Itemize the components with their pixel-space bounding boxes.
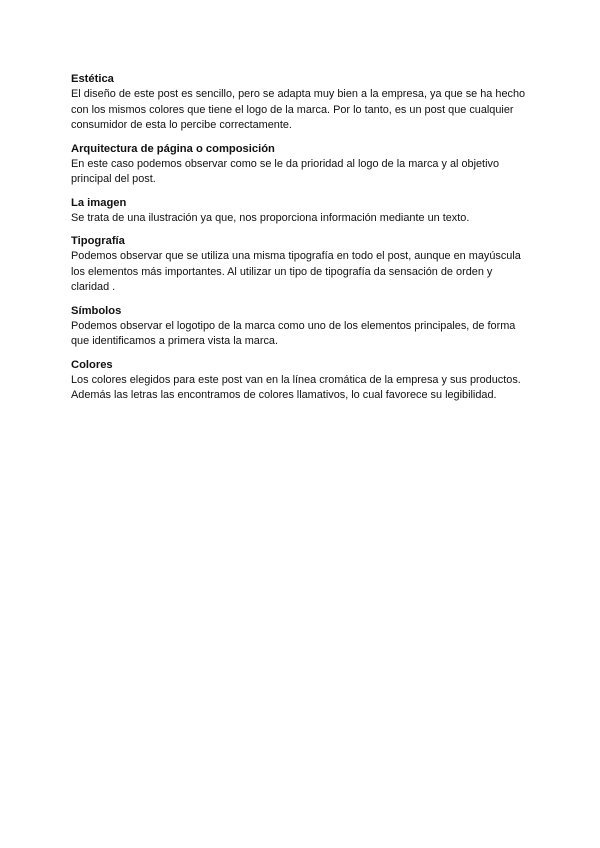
section-colores bbox=[71, 358, 533, 404]
section-heading: Arquitectura de página o composición bbox=[71, 142, 275, 155]
section-paragraph: El diseño de este post es sencillo, pero se adapta muy bien a la empresa, ya que se ha hecho con los mismos colores que tiene el logo de la marca. Por lo tanto, es un post que cualquier consumidor de esta lo percibe correctamente. bbox=[71, 88, 526, 131]
section-paragraph: Podemos observar que se utiliza una misma tipografía en todo el post, aunque en mayúscula los elementos más importantes. Al utilizar un tipo de tipografía da sensación de orden y claridad . bbox=[71, 250, 521, 293]
section-paragraph: Podemos observar el logotipo de la marca como uno de los elementos principales, de forma que identificamos a primera vista la marca. bbox=[71, 319, 516, 347]
section-heading: Estética bbox=[71, 73, 114, 85]
section-paragraph: En este caso podemos observar como se le da prioridad al logo de la marca y al objetivo principal del post. bbox=[71, 157, 499, 185]
section-paragraph: Se trata de una ilustración ya que, nos proporciona información mediante un texto. bbox=[71, 211, 470, 224]
section-heading: Tipografía bbox=[71, 235, 125, 247]
section-heading: Colores bbox=[71, 358, 113, 371]
section-heading: La imagen bbox=[71, 196, 127, 209]
section-paragraph: Los colores elegidos para este post van en la línea cromática de la empresa y sus productos. Además las letras las encontramos de colores llamativos, lo cual favorece su legibilidad. bbox=[71, 373, 521, 401]
section-imagen bbox=[71, 196, 533, 227]
document-content bbox=[71, 72, 533, 412]
section-arquitectura bbox=[71, 142, 533, 188]
section-simbolos bbox=[71, 304, 533, 350]
section-tipografia bbox=[71, 234, 533, 296]
section-estetica bbox=[71, 72, 533, 134]
section-heading: Símbolos bbox=[71, 304, 122, 317]
